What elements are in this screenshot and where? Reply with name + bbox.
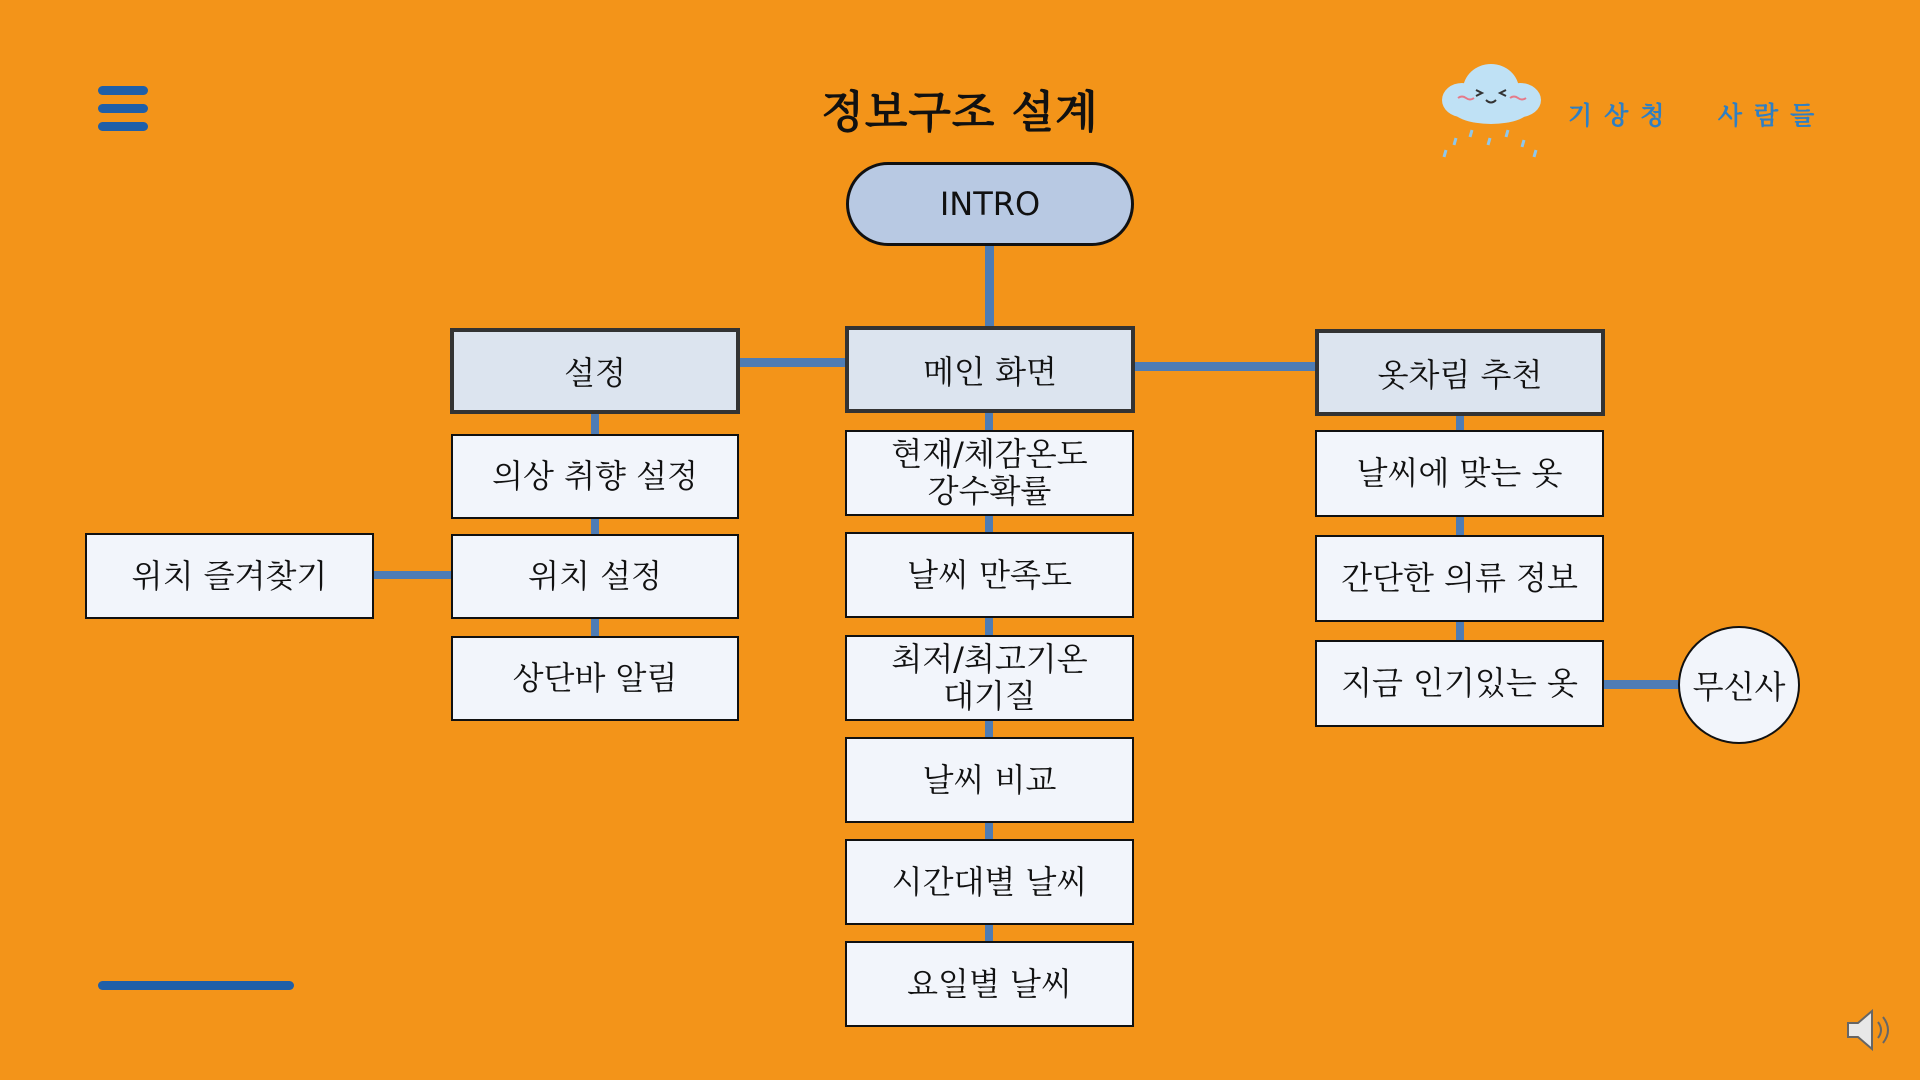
node-location-setting: 위치 설정 (451, 534, 739, 619)
node-weather-comparison: 날씨 비교 (845, 737, 1134, 823)
connector-location-favorites (372, 571, 452, 579)
node-temperature-air-quality: 최저/최고기온 대기질 (845, 635, 1134, 721)
connector-root-main (985, 246, 994, 330)
speaker-icon[interactable] (1844, 1006, 1896, 1054)
cloud-logo-icon (1432, 50, 1550, 165)
node-weather-satisfaction: 날씨 만족도 (845, 532, 1134, 618)
node-settings: 설정 (450, 328, 740, 414)
page-title: 정보구조 설계 (821, 87, 1099, 138)
connector-popular-musinsa (1602, 680, 1680, 689)
node-main-screen: 메인 화면 (845, 326, 1135, 413)
node-location-favorites: 위치 즐겨찾기 (85, 533, 374, 619)
node-outfit-recommendation: 옷차림 추천 (1315, 329, 1605, 416)
node-clothing-info: 간단한 의류 정보 (1315, 535, 1604, 622)
node-temperature-precipitation: 현재/체감온도 강수확률 (845, 430, 1134, 516)
brand-name: 기상청 사람들 (1568, 101, 1827, 130)
accent-underline (98, 981, 294, 990)
node-musinsa: 무신사 (1678, 626, 1800, 744)
node-weather-outfit: 날씨에 맞는 옷 (1315, 430, 1604, 517)
node-clothing-preference: 의상 취향 설정 (451, 434, 739, 519)
node-intro: INTRO (846, 162, 1134, 246)
connector-settings-main (738, 358, 846, 367)
connector-main-outfit (1134, 362, 1316, 371)
node-daily-weather: 요일별 날씨 (845, 941, 1134, 1027)
node-hourly-weather: 시간대별 날씨 (845, 839, 1134, 925)
node-popular-outfit: 지금 인기있는 옷 (1315, 640, 1604, 727)
node-statusbar-alert: 상단바 알림 (451, 636, 739, 721)
